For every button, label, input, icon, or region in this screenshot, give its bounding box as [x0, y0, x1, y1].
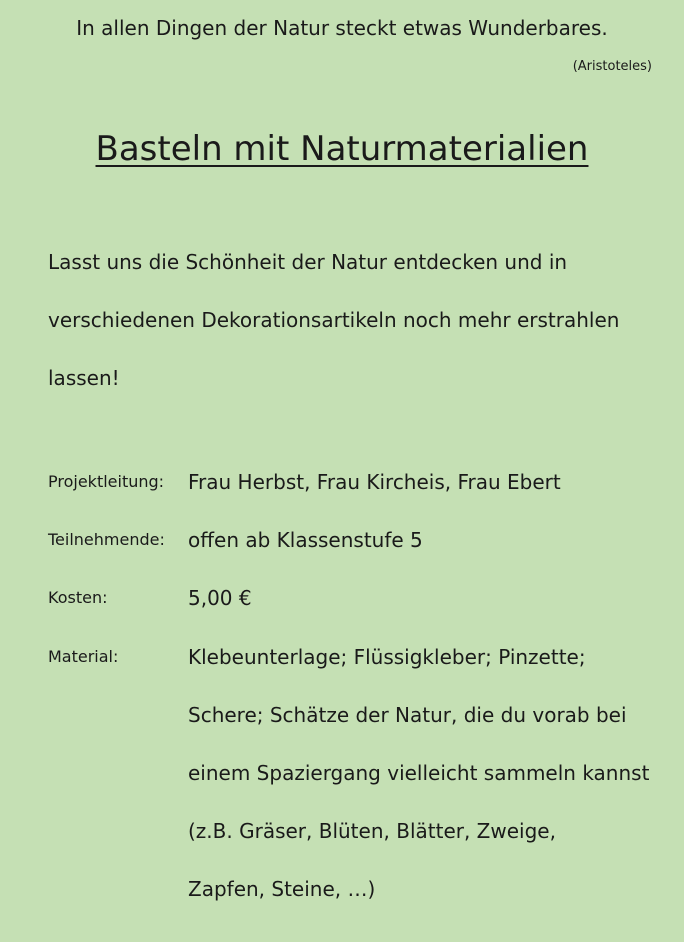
material-line: (z.B. Gräser, Blüten, Blätter, Zweige,: [188, 819, 556, 843]
quote-text: In allen Dingen der Natur steckt etwas Wunderbares.: [76, 16, 608, 40]
page-title: Basteln mit Naturmaterialien: [95, 129, 589, 169]
info-value-material: [188, 628, 663, 918]
material-line: Klebeunterlage; Flüssigkleber; Pinzette;: [188, 645, 586, 669]
quote-author: (Aristoteles): [572, 59, 652, 74]
material-line: Zapfen, Steine, …): [188, 877, 376, 901]
info-value-teilnehmende: offen ab Klassenstufe 5: [188, 528, 423, 552]
info-value-projektleitung: Frau Herbst, Frau Kircheis, Frau Ebert: [188, 470, 561, 494]
info-label-teilnehmende: Teilnehmende:: [48, 530, 165, 549]
material-line: einem Spaziergang vielleicht sammeln kannst: [188, 761, 650, 785]
info-value-kosten: 5,00 €: [188, 586, 252, 610]
info-label-material: Material:: [48, 647, 119, 666]
info-label-projektleitung: Projektleitung:: [48, 472, 165, 491]
info-label-kosten: Kosten:: [48, 588, 108, 607]
intro-paragraph: Lasst uns die Schönheit der Natur entdecken und in verschiedenen Dekorationsartikeln noch mehr erstrahlen lassen!: [48, 250, 620, 390]
material-line: Schere; Schätze der Natur, die du vorab bei: [188, 703, 627, 727]
